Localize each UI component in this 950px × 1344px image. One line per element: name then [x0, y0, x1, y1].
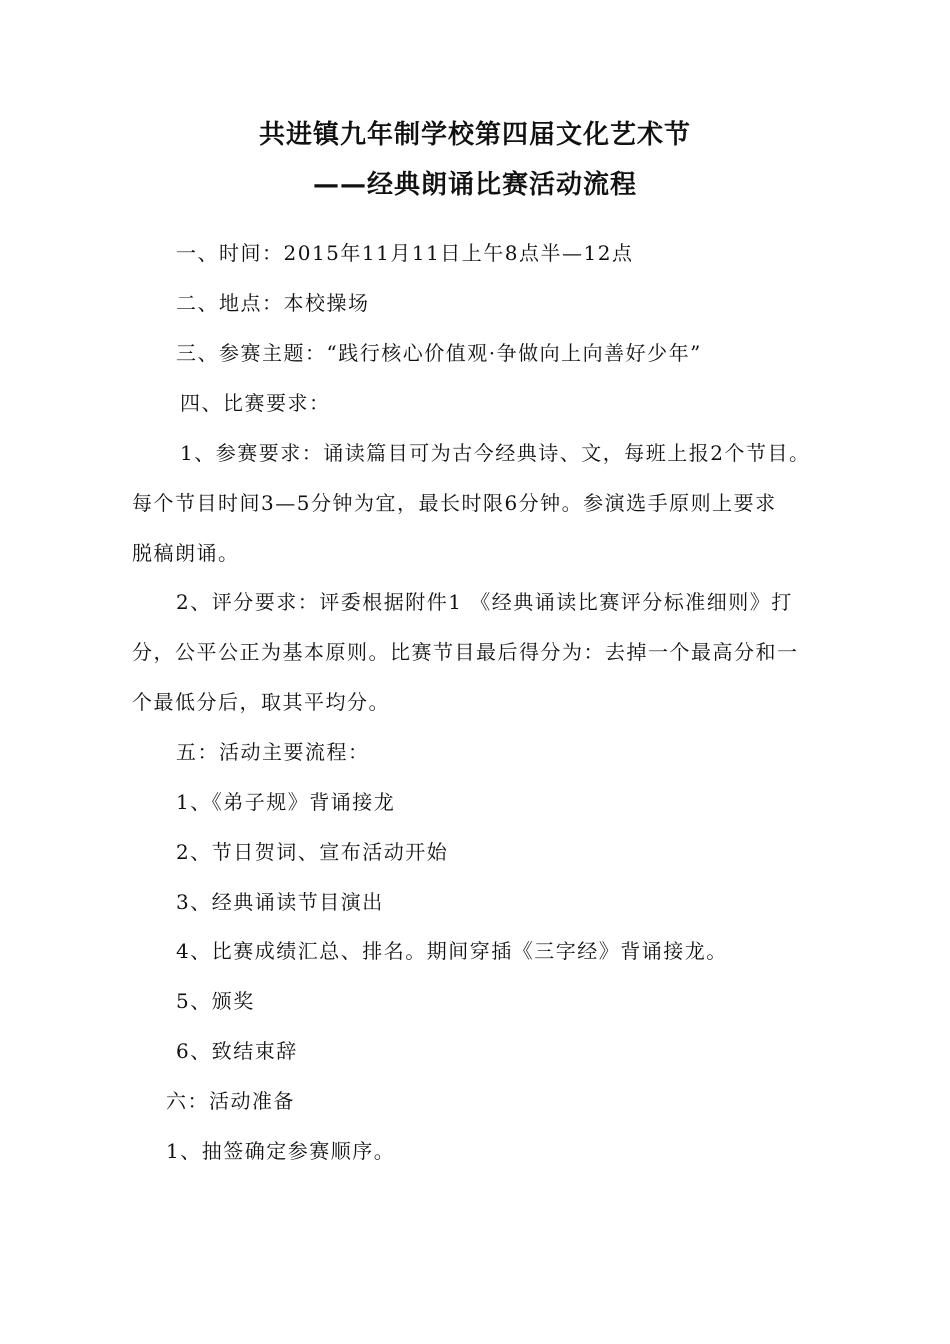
flow-item: 6、致结束辞: [176, 1039, 298, 1063]
document-subtitle: ——经典朗诵比赛活动流程: [312, 170, 637, 200]
req2-line: 分，公平公正为基本原则。比赛节目最后得分为：去掉一个最高分和一: [132, 640, 799, 664]
req1-line: 1、参赛要求：诵读篇目可为古今经典诗、文，每班上报2个节目。: [180, 441, 811, 465]
theme-line: 三、参赛主题：“践行核心价值观·争做向上向善好少年”: [176, 341, 702, 365]
place-line: 二、地点：本校操场: [176, 291, 370, 315]
prep-item: 1、抽签确定参赛顺序。: [166, 1139, 396, 1163]
req2-line: 2、评分要求：评委根据附件1 《经典诵读比赛评分标准细则》打: [176, 590, 793, 614]
time-line: 一、时间：2015年11月11日上午8点半—12点: [176, 241, 634, 265]
flow-item: 3、经典诵读节目演出: [176, 890, 384, 914]
req1-line: 每个节目时间3—5分钟为宜，最长时限6分钟。参演选手原则上要求: [132, 491, 777, 515]
requirements-heading: 四、比赛要求：: [180, 391, 331, 415]
flow-heading: 五：活动主要流程：: [176, 740, 370, 764]
flow-item: 1、《弟子规》背诵接龙: [176, 790, 396, 814]
document-title: 共进镇九年制学校第四届文化艺术节: [258, 120, 691, 150]
req1-line: 脱稿朗诵。: [132, 541, 240, 565]
flow-item: 4、比赛成绩汇总、排名。期间穿插《三字经》背诵接龙。: [176, 939, 728, 963]
flow-item: 2、节日贺词、宣布活动开始: [176, 840, 449, 864]
req2-line: 个最低分后，取其平均分。: [132, 690, 390, 714]
flow-item: 5、颁奖: [176, 989, 255, 1013]
prep-heading: 六：活动准备: [166, 1089, 295, 1113]
